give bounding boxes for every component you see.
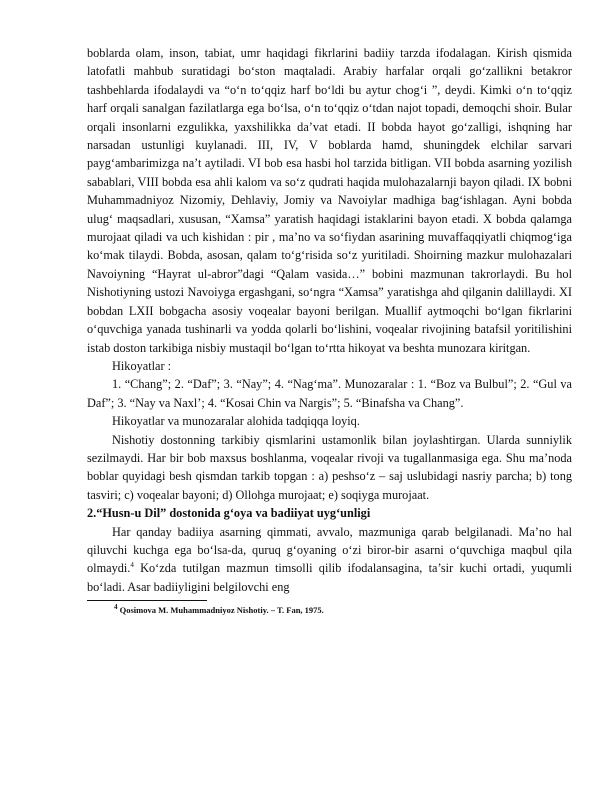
paragraph-hikoyatlar-list: 1. “Chang”; 2. “Daf”; 3. “Nay”; 4. “Nag‘ma”. Munozaralar : 1. “Boz va Bulbul”; 2. “Gul va Daf”; 3. “Nay va Naxl’; 4. “Kosai Chin va Nargis”; 5. “Binafsha va Chang”. [87,377,572,410]
footnote-divider [87,600,207,601]
footnote-text: Qosimova M. Muhammadniyoz Nishotiy. – T. Fan, 1975. [117,605,324,616]
paragraph-section-body [87,523,572,597]
footnote-marker: 4 [130,561,134,570]
paragraph-intro: boblarda olam, inson, tabiat, umr haqidagi fikrlarini badiiy tarzda ifodalagan. Kirish qismida latofatli mahbub suratidagi bo‘ston maqtaladi. Arabiy harfalar orqali go‘zallikni betakror tashbehlarda ifodalaydi va “o‘n to‘qqiz harf bo‘ldi bu aytur chog‘i ”, deydi. Kimki o‘n to‘qqiz harf orqali sanalgan fazilatlarga ega bo‘lsa, o‘n to‘qqiz o‘tdan najot topadi, demoqchi shoir. Bular orqali insonlarni ezgulikka, yaxshilikka da’vat etadi. II bobda hayot go‘zalligi, ishqning har narsadan ustunligi kuylanadi. III, IV, V boblarda hamd, shuningdek elchilar sarvari payg‘ambarimizga na’t aytiladi. VI bob esa hasbi hol tarzida bitligan. VII bobda asarning yozilish sabablari, VIII bobda esa ahli kalom va so‘z qudrati haqida mulohazalarnji bayon qiladi. IX bobni Muhammadniyoz Nizomiy, Dehlaviy, Jomiy va Navoiylar madhiga bag‘ishlagan. Ayni bobda ulug‘ maqsadlari, xususan, “Xamsa” yaratish haqidagi istaklarini bayon etadi. X bobda qalamga murojaat qiladi va uch kishidan : pir , ma’no va so‘fiydan asarining muvaffaqqiyatli chiqmog‘iga ko‘mak tilaydi. Bobda, asosan, qalam to‘g‘risida so‘z yuritiladi. Shoirning mazkur mulohazalari Navoiyning “Hayrat ul-abror”dagi “Qalam vasida…” bobini mazmunan takrorlaydi. Bu hol Nishotiyning ustozi Navoiyga ergashgani, so‘ngra “Xamsa” yaratishga ahd qilganin dalillaydi. XI bobdan LXII bobgacha asosiy voqealar bayoni berilgan. Muallif aytmoqchi bo‘lgan fikrlarini o‘quvchiga yanada tushinarli va yodda qolarli bo‘lishini, voqealar rivojining batafsil yoritilishini istab doston tarkibiga nisbiy mustaqil bo‘lgan to‘rtta hikoyat va beshta munozara kiritgan. [87,46,572,355]
document-page [87,44,572,616]
paragraph-section-body-part2: Ko‘zda tutilgan mazmun timsolli qilib ifodalansagina, ta’sir kuchi ortadi, yuqumli bo‘ladi. Asar badiiyligini belgilovchi eng [87,561,572,594]
section-heading: 2.“Husn-u Dil” dostonida g‘oya va badiiyat uyg‘unligi [87,506,371,521]
paragraph-hikoyatlar-label: Hikoyatlar : [112,358,172,373]
footnote-number: 4 [114,603,118,612]
footnote [87,604,572,616]
paragraph-section-body-part1: Har qanday badiiya asarning qimmati, avvalo, mazmuniga qarab belgilanadi. Ma’no hal qiluvchi kuchga ega bo‘lsa-da, quruq g‘oyaning o‘zi biror-bir asarni o‘quvchiga maqbul qila olmaydi. [87,524,572,576]
paragraph-hikoyatlar-note: Hikoyatlar va munozaralar alohida tadqiqqa loyiq. [112,414,360,429]
paragraph-structure: Nishotiy dostonning tarkibiy qismlarini ustamonlik bilan joylashtirgan. Ularda sunniylik sezilmaydi. Har bir bob maxsus boshlanma, voqealar rivoji va tugallanmasiga ega. Shu ma’noda boblar quyidagi besh qismdan tarkib topgan : a) peshso‘z – saj uslubidagi nasriy parcha; b) tong tasviri; c) voqealar bayoni; d) Ollohga murojaat; e) soqiyga murojaat. [87,432,572,502]
